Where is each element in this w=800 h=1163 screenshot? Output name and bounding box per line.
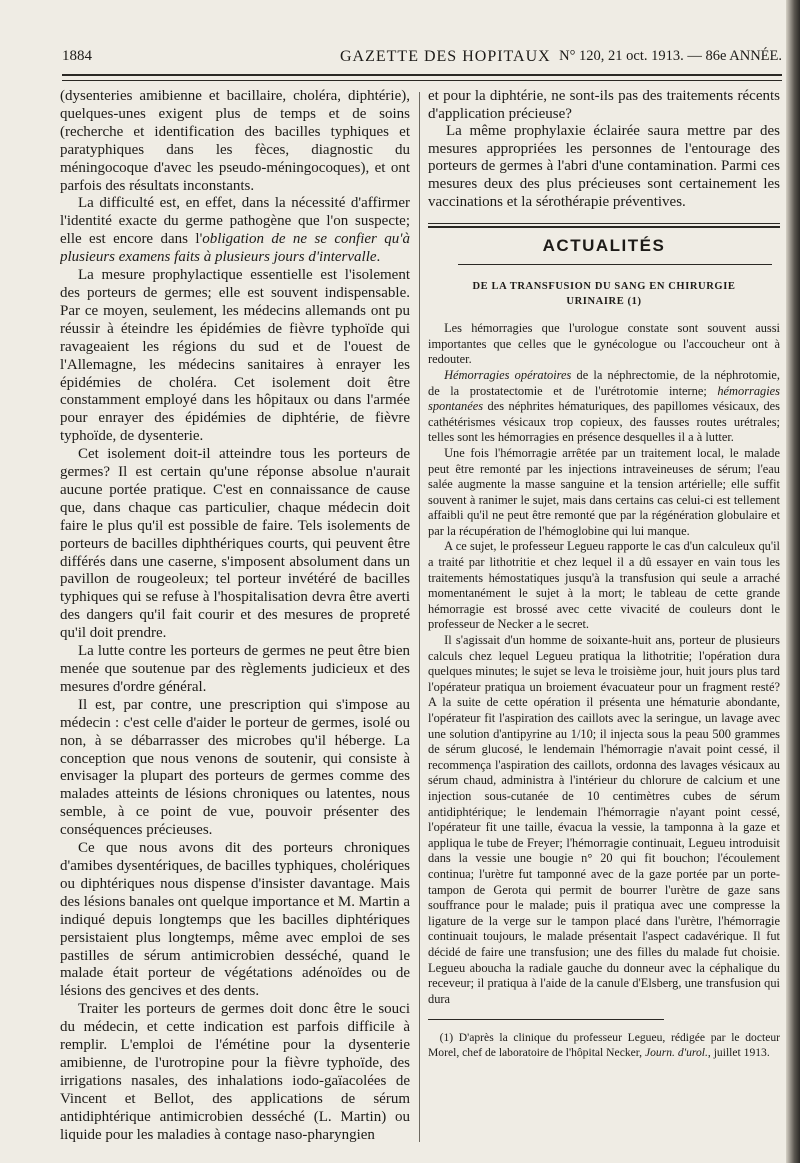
article-body [428,321,780,1007]
emphasis: obligation de ne se confier qu'à plusieurs examens faits à plusieurs jours d'intervalle [60,231,410,266]
article-title: DE LA TRANSFUSION DU SANG EN CHIRURGIE URINAIRE (1) [472,281,736,308]
section-rules [428,223,780,228]
paragraph: Hémorragies opératoires de la néphrectomie, de la néphrotomie, de la prostatectomie et de l'urétrotomie interne; hémorragies spontanées des néphrites hématuriques, des papillomes vésicaux, des cathétérismes vésicaux trop copieux, des fausses routes urétrales; telles sont les hémorragies en présence desquelles il a à lutter. [428,367,780,445]
paragraph: Ce que nous avons dit des porteurs chroniques d'amibes dysentériques, de bacilles typhiques, cholériques ou diphtériques nous dispense d'insister davantage. Mais des lésions banales ont quelque importance et M. Martin a indiqué depuis longtemps que les bacilles diphtériques persistaient plus longtemps, même avec emploi de ses pastilles de sérum antimicrobien desséché, quand le malade était porteur de végétations adénoïdes ou de lésions des gencives et des dents. [60,840,410,1000]
paragraph: (dysenteries amibienne et bacillaire, choléra, diphtérie), quelques-unes exigent plus de temps et de soins (recherche et identification des bacilles typhiques et paratyphiques dans les fèces, diagnostic du méningocoque d'avec les pseudo-méningocoques), et ont parfois des résultats inconstants. [60,88,410,194]
paragraph: Cet isolement doit-il atteindre tous les porteurs de germes? Il est certain qu'une réponse absolue n'aurait aucune portée pratique. C'est en connaissance de cause que, dans chaque cas particulier, chaque médecin doit faire le plus qu'il est possible de faire. Tels isolements de porteurs de bacilles diphthériques courts, qui peuvent être différés dans une caserne, s'imposent absolument dans un pavillon de rougeoleux; tel porteur invétéré de bacilles typhiques qui se refuse à l'hospitalisation devra être averti des dangers qu'il fait courir et des mesures de propreté qu'il doit prendre. [60,446,410,642]
paragraph: et pour la diphtérie, ne sont-ils pas des traitements récents d'application précieuse? [428,88,780,122]
footnote: (1) D'après la clinique du professeur Legueu, rédigée par le docteur Morel, chef de laboratoire de l'hôpital Necker, Journ. d'urol., juillet 1913. [428,1031,780,1060]
paragraph: La même prophylaxie éclairée saura mettre par des mesures appropriées les personnes de l'entourage des porteurs de germes à l'abri d'une contamination. Parmi ces mesures deux des plus précieuses sont certainement les vaccinations et la sérothérapie préventives. [428,123,780,210]
left-column [60,88,410,1158]
paragraph: Il est, par contre, une prescription qui s'impose au médecin : c'est celle d'aider le porteur de germes, isolé ou non, à se débarrasser des microbes qu'il héberge. La conception que nous venons de soutenir, qui consiste à envisager la plupart des porteurs de germes comme des malades atteints de lésions chroniques ou latentes, nous semble, à ce point de vue, pouvoir présenter des conséquences précieuses. [60,696,410,839]
paragraph: Traiter les porteurs de germes doit donc être le souci du médecin, et cette indication est parfois difficile à remplir. L'emploi de l'émétine pour la dysenterie amibienne, de l'urotropine pour la fièvre typhoïde, des irrigations nasales, des inhalations iodo-gaïacolées de Vincent et Bellot, des applications de sérum antidiphtérique antimicrobien desséché (L. Martin) ou liquide pour les maladies à contage naso-pharyngien [60,1001,410,1143]
page-edge-shadow [786,0,800,1163]
paragraph: La mesure prophylactique essentielle est l'isolement des porteurs de germes; elle est souvent indispensable. Par ce moyen, seulement, les médecins allemands ont pu réussir à éteindre les épidémies de fièvre typhoïde qui ravageaient les régions du sud et de l'ouest de l'Allemagne, les médecins sanitaires à enrayer les épidémies de choléra. Cet isolement doit être constamment employé dans les hôpitaux ou dans l'armée pour enrayer des épidémies de diphtérie, de fièvre typhoïde, de dysenterie. [60,267,410,445]
issue-info: N° 120, 21 oct. 1913. — 86e ANNÉE. [559,48,782,64]
paragraph: La difficulté est, en effet, dans la nécessité d'affirmer l'identité exacte du germe pathogène que l'on suspecte; elle est encore dans l'obligation de ne se confier qu'à plusieurs examens faits à plusieurs jours d'intervalle. [60,195,410,266]
paragraph: La lutte contre les porteurs de germes ne peut être bien menée que soutenue par des règlements judicieux et des mesures d'ordre général. [60,643,410,695]
right-column [428,88,780,1158]
footnote-rule [428,1019,664,1020]
section-title: ACTUALITÉS [542,236,666,256]
page-number: 1884 [62,48,92,64]
paragraph: Une fois l'hémorragie arrêtée par un traitement local, le malade peut être remonté par les injections intraveineuses de sérum; l'eau salée augmente la masse sanguine et la tension artérielle; elle suffit souvent à ranimer le sujet, mais dans certains cas celui-ci est tellement affaibli qu'il ne peut être remonté que par la régénération globulaire et par la récupération de l'hémoglobine qui lui manque. [428,445,780,538]
journal-title: GAZETTE DES HOPITAUX [340,48,551,65]
page-header [62,44,782,72]
paragraph: Les hémorragies que l'urologue constate sont souvent aussi importantes que celles que le gynécologue ou l'accoucheur ont à redouter. [428,321,780,367]
header-rule-thick [62,74,782,76]
section-underline [458,264,772,265]
paragraph: Il s'agissait d'un homme de soixante-huit ans, porteur de plusieurs calculs chez lequel Legueu pratiqua la lithotritie; l'opération dura quelques minutes; le sujet se leva le troisième jour, huit jours plus tard l'opérateur pratiqua un broiement évacuateur pour un fragment resté? A la suite de cette opération il présenta une hématurie abondante, l'opérateur fit l'aspiration des caillots avec la seringue, un lavage avec une solution d'antipyrine au 1/10; il injecta sous la peau 500 grammes de sérum glucosé, le lendemain l'hémorragie n'avait point cessé, il recommença l'aspiration des caillots, ordonna des lavages vésicaux au sérum chaud, administra à l'intérieur du chlorure de calcium et une injection sous-cutanée de 10 centimètres cubes de sérum antidiphtérique; le lendemain l'hémorragie n'ayant point cessé, l'opérateur fit une taille, évacua la vessie, la tamponna à la gaze et appliqua le tube de Freyer; l'hémorragie continuait, Legueu introduisit dans la vessie une bougie n° 20 qui fit bouchon; l'écoulement continua; l'urètre fut tamponné avec de la gaze portée par un porte-tampon de Gerota qui permit de bourrer l'urètre de gaze sans souffrance pour le malade; puis il pratiqua avec une compresse la ligature de la verge sur le tampon placé dans l'urètre, l'hémorragie continuait toujours, le malade présentait l'aspect cadavérique. Il fut décidé de faire une transfusion; une des filles du malade fut choisie. Legueu aboucha la radiale gauche du donneur avec la céphalique du receveur; il pratiqua à l'aide de la canule d'Elsberg, une transfusion qui dura [428,633,780,1006]
emphasis: hémorragies spontanées [428,383,780,414]
header-rule-thin [62,80,782,81]
emphasis: Journ. d'urol. [644,1046,708,1060]
emphasis: Hémorragies opératoires [444,367,572,382]
paragraph: A ce sujet, le professeur Legueu rapporte le cas d'un calculeux qu'il a traité par lithotritie et chez lequel il a dû essayer en vain tous les traitements hémostatiques jusqu'à la transfusion qui seule a arraché momentanément le sujet à la mort; le tableau de cette grande hémorragie est brossé avec cette vivacité de couleurs dont le professeur de Necker a le secret. [428,539,780,632]
column-separator [419,92,420,1142]
